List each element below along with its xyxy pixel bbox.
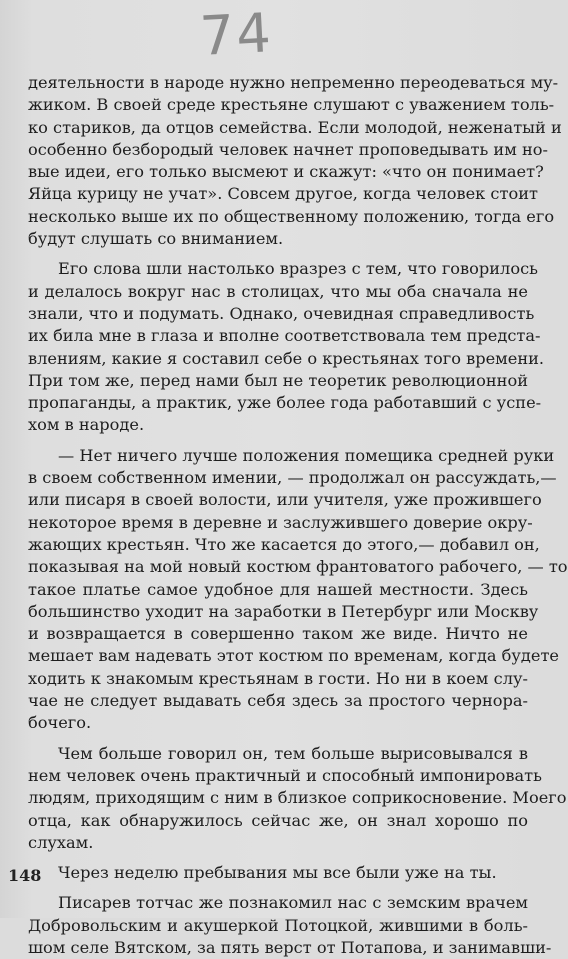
paragraph (28, 862, 528, 884)
text-line: Писарев тотчас же познакомил нас с земским врачем (58, 893, 528, 913)
text-line: некоторое время в деревне и заслужившего доверие окру- (28, 512, 533, 532)
text-line: влениям, какие я составил себе о крестьянах того времени. (28, 348, 545, 368)
text-line: будут слушать со вниманием. (28, 229, 284, 249)
text-line: вые идеи, его только высмеют и скажут: «что он понимает? (28, 162, 544, 182)
paragraph (28, 743, 567, 854)
text-line: в своем собственном имении, — продолжал он рассуждать,— (28, 468, 557, 488)
text-line: жающих крестьян. Что же касается до этого,— добавил он, (28, 534, 540, 554)
paragraph (28, 72, 562, 250)
text-line: людям, приходящим с ним в близкое соприкосновение. Моего (28, 788, 567, 808)
text-line: слухам. (28, 832, 94, 852)
text-line: ходить к знакомым крестьянам в гости. Но ни в коем слу- (28, 668, 528, 688)
text-line: бочего. (28, 713, 92, 733)
printed-page-number: 148 (8, 866, 42, 885)
text-line: жиком. В своей среде крестьяне слушают с уважением толь- (28, 95, 555, 115)
text-line: пропаганды, а практик, уже более года работавший с успе- (28, 393, 542, 413)
paragraph (28, 258, 545, 436)
text-line: и делалось вокруг нас в столицах, что мы оба сначала не (28, 281, 528, 301)
text-line: мешает вам надевать этот костюм по временам, когда будете (28, 646, 559, 666)
text-line: — Нет ничего лучше положения помещика средней руки (58, 445, 555, 465)
text-line: несколько выше их по общественному положению, тогда его (28, 206, 555, 226)
text-line: Добровольским и акушеркой Потоцкой, жившими в боль- (28, 915, 528, 935)
text-line: такое платье самое удобное для нашей местности. Здесь (28, 579, 528, 599)
text-line: Его слова шли настолько вразрез с тем, что говорилось (58, 259, 538, 279)
text-line: шом селе Вятском, за пять верст от Потапова, и занимавши- (28, 937, 552, 957)
text-line: Чем больше говорил он, тем больше вырисовывался в (58, 743, 528, 763)
text-line: и возвращается в совершенно таком же виде. Ничто не (28, 624, 528, 644)
text-line: хом в народе. (28, 415, 145, 435)
text-line: Через неделю пребывания мы все были уже на ты. (58, 863, 497, 883)
text-line: или писаря в своей волости, или учителя, уже прожившего (28, 490, 542, 510)
text-line: При том же, перед нами был не теоретик революционной (28, 370, 528, 390)
paragraph (28, 892, 552, 959)
text-line: их била мне в глаза и вполне соответствовала тем предста- (28, 326, 541, 346)
text-line: Яйца курицу не учат». Совсем другое, когда человек стоит (28, 184, 538, 204)
text-line: особенно безбородый человек начнет проповедывать им но- (28, 139, 548, 159)
paragraph (28, 445, 568, 735)
text-line: деятельности в народе нужно непременно переодеваться му- (28, 73, 559, 92)
text-line: чае не следует выдавать себя здесь за простого чернора- (28, 691, 528, 711)
text-line: знали, что и подумать. Однако, очевидная справедливость (28, 303, 535, 323)
body-text (28, 72, 568, 959)
text-line: отца, как обнаружилось сейчас же, он знал хорошо по (28, 810, 528, 830)
text-line: показывая на мой новый костюм франтоватого рабочего, — то (28, 557, 568, 577)
text-line: большинство уходит на заработки в Петербург или Москву (28, 601, 539, 621)
text-line: ко стариков, да отцов семейства. Если молодой, неженатый и (28, 117, 562, 137)
handwritten-page-number: 74 (198, 1, 275, 68)
text-line: нем человек очень практичный и способный импонировать (28, 765, 542, 785)
